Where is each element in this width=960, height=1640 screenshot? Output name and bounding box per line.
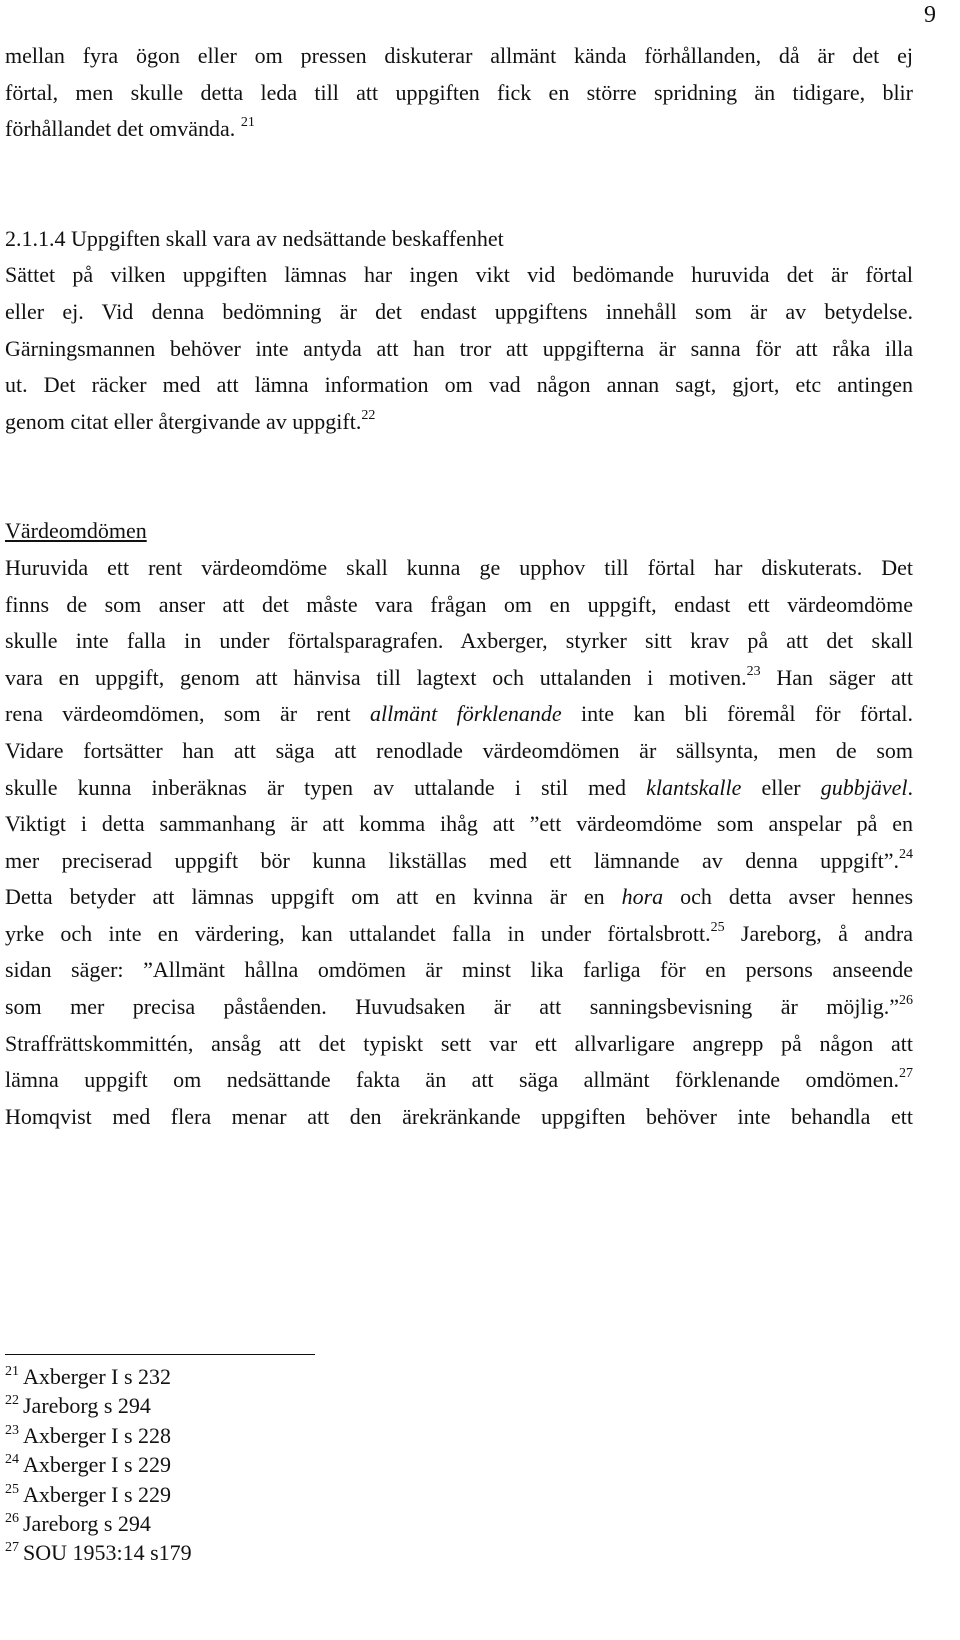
footnote: $^{22}$ Jareborg s 294 [5,1393,151,1419]
paragraph-line: rena värdeomdömen, som är rent allmänt förklenande inte kan bli föremål för förtal. [5,701,914,727]
paragraph-line: Gärningsmannen behöver inte antyda att han tror att uppgifterna är sanna för att råka illa [5,335,913,361]
paragraph-line: mer preciserad uppgift bör kunna likställas med ett lämnande av denna uppgift”.$^{24}$ [5,846,913,873]
paragraph-line: Straffrättskommittén, ansåg att det typiskt sett var ett allvarligare angrepp på någon att [5,1030,913,1056]
paragraph-line: Detta betyder att lämnas uppgift om att en kvinna är en hora och detta avser hennes [5,884,914,910]
paragraph-line: som mer precisa påståenden. Huvudsaken är att sanningsbevisning är möjlig.”$^{26}$ [5,993,913,1020]
body-text [5,38,913,1135]
footnote: $^{23}$ Axberger I s 228 [5,1422,172,1448]
paragraph-line: yrke och inte en värdering, kan uttalandet falla in under förtalsbrott.$^{25}$ Jareborg, å andra [5,919,914,946]
paragraph-line: Huruvida ett rent värdeomdöme skall kunna ge upphov till förtal har diskuterats. Det [5,554,913,580]
paragraph-line: vara en uppgift, genom att hänvisa till lagtext och uttalanden i motiven.$^{23}$ Han säger att [5,663,914,690]
paragraph-line: Sättet på vilken uppgiften lämnas har ingen vikt vid bedömande huruvida det är förtal [5,262,913,288]
paragraph-line: finns de som anser att det måste vara frågan om en uppgift, endast ett värdeomdöme [5,591,913,617]
paragraph-line: eller ej. Vid denna bedömning är det endast uppgiftens innehåll som är av betydelse. [5,298,913,324]
paragraph-line: Homqvist med flera menar att den ärekränkande uppgiften behöver inte behandla ett [5,1103,913,1129]
emphasis: gubbjävel [820,774,908,800]
footnote-ref[interactable]: 25 [710,919,725,935]
footnote: $^{21}$ Axberger I s 232 [5,1364,172,1389]
footnote-ref[interactable]: 27 [899,1066,913,1082]
emphasis: allmänt förklenande [370,701,562,727]
emphasis: hora [621,884,664,910]
footnote-ref[interactable]: 26 [899,993,913,1009]
footnotes [5,1362,192,1568]
paragraph-line: förhållandet det omvända. $^{21}$ [5,115,255,142]
footnote-ref[interactable]: 23 [746,663,761,679]
paragraph-line: genom citat eller återgivande av uppgift.$^{22}$ [5,407,376,434]
paragraph-line: skulle inte falla in under förtalsparagrafen. Axberger, styrker sitt krav på att det skall [5,628,913,654]
paragraph-line: förtal, men skulle detta leda till att uppgiften fick en större spridning än tidigare, blir [5,79,913,105]
footnote-divider [5,1354,315,1355]
paragraph-line: ut. Det räcker med att lämna information om vad någon annan sagt, gjort, etc antingen [5,372,913,398]
page-number: 9 [924,2,936,28]
emphasis: klantskalle [646,774,742,800]
section-heading: Värdeomdömen [5,518,147,544]
paragraph-line: lämna uppgift om nedsättande fakta än att säga allmänt förklenande omdömen.$^{27}$ [5,1066,913,1093]
paragraph-line: sidan säger: ”Allmänt hållna omdömen är minst lika farliga för en persons anseende [5,957,913,983]
footnote: $^{25}$ Axberger I s 229 [5,1481,172,1507]
footnote: $^{24}$ Axberger I s 229 [5,1452,172,1478]
paragraph-line: Viktigt i detta sammanhang är att komma ihåg att ”ett värdeomdöme som anspelar på en [5,811,913,837]
footnote: $^{27}$ SOU 1953:14 s179 [5,1540,192,1566]
footnote-ref[interactable]: 21 [240,115,255,131]
section-heading: 2.1.1.4 Uppgiften skall vara av nedsättande beskaffenhet [5,225,504,251]
footnote-ref[interactable]: 22 [361,407,376,423]
paragraph-line: mellan fyra ögon eller om pressen diskuterar allmänt kända förhållanden, då är det ej [5,43,913,68]
paragraph-line: Vidare fortsätter han att säga att renodlade värdeomdömen är sällsynta, men de som [5,737,913,763]
footnote-ref[interactable]: 24 [899,846,913,862]
footnote: $^{26}$ Jareborg s 294 [5,1511,151,1537]
paragraph-line: skulle kunna inberäknas är typen av uttalande i stil med klantskalle eller gubbjävel. [5,774,913,800]
